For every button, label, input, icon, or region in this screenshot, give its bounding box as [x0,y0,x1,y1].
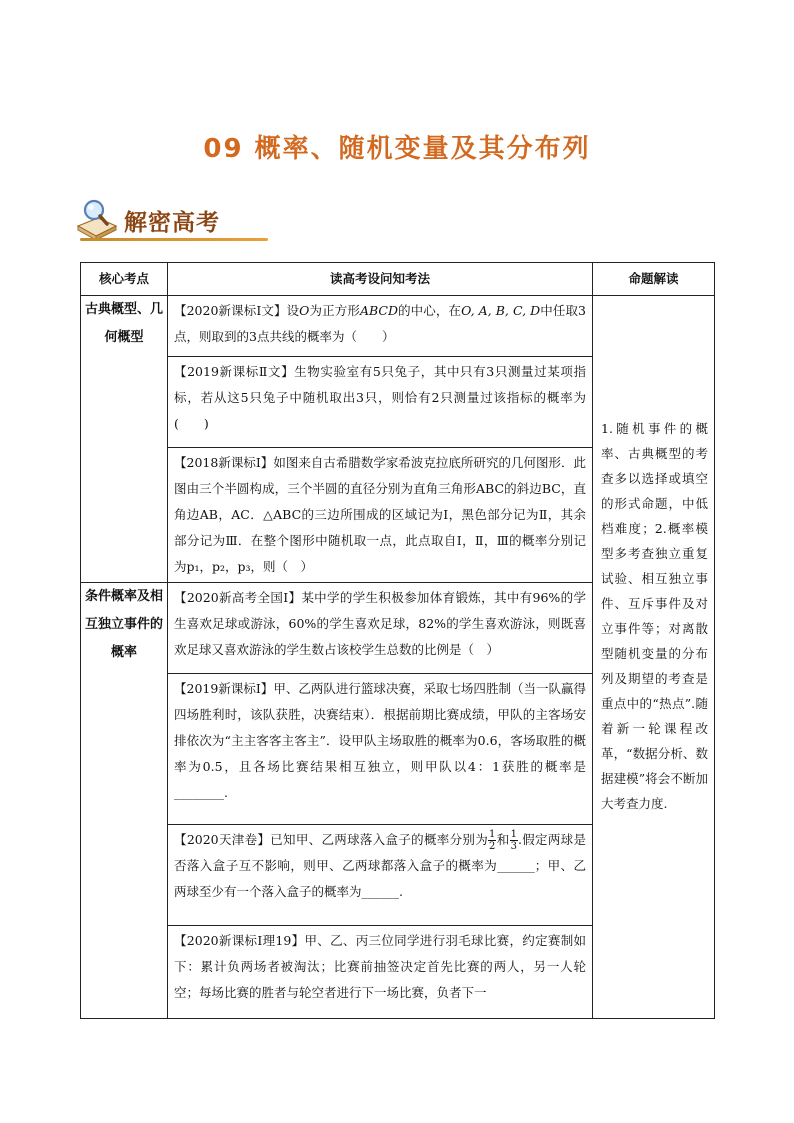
question-2020-4: 【2020新高考全国Ⅰ】某中学的学生积极参加体育锻炼，其中有96%的学生喜欢足球或游泳，60%的学生喜欢足球，82%的学生喜欢游泳，则既喜欢足球又喜欢游泳的学生数占该校学生总数的比例是（ ） [168,583,593,674]
table-row [81,296,715,357]
banner-title: 解密高考 [124,210,220,236]
question-2018-3: 【2018新课标Ⅰ】如图来自古希腊数学家希波克拉底所研究的几何图形．此图由三个半圆构成，三个半圆的直径分别为直角三角形ABC的斜边BC，直角边AB，AC．△ABC的三边所围成的区域记为Ⅰ，黑色部分记为Ⅱ，其余部分记为Ⅲ．在整个图形中随机取一点，此点取自Ⅰ，Ⅱ，Ⅲ的概率分别记为p₁，p₂，p₃，则（ ） [168,448,593,583]
fraction-third: $\frac{1}{3}$ [510,829,517,852]
page-title: 09 概率、随机变量及其分布列 [203,134,591,164]
question-2019-2: 【2019新课标Ⅱ文】生物实验室有5只兔子，其中只有3只测量过某项指标，若从这5只兔子中随机取出3只，则恰有2只测量过该指标的概率为( ) [168,357,593,448]
exam-table [80,262,715,1019]
topic-conditional-independent: 条件概率及相互独立事件的概率 [81,583,168,1019]
question-2020-7: 【2020新课标Ⅰ理19】甲、乙、丙三位同学进行羽毛球比赛，约定赛制如下：累计负两场者被淘汰；比赛前抽签决定首先比赛的两人，另一人轮空；每场比赛的胜者与轮空者进行下一场比赛，负者下一 [168,926,593,1019]
banner-underline [80,238,268,241]
question-2020-1: 【2020新课标Ⅰ文】设O为正方形ABCD的中心，在O, A, B, C, D中任取3点，则取到的3点共线的概率为（ ） [168,296,593,357]
fraction-half: $\frac{1}{2}$ [489,829,496,852]
table-header-row [81,263,715,296]
section-banner [72,196,272,246]
header-core-topic: 核心考点 [81,263,168,296]
magnifier-book-icon [72,196,122,244]
interpretation-cell: 1.随机事件的概率、古典概型的考查多以选择或填空的形式命题，中低档难度；2.概率模型多考查独立重复试验、相互独立事件、互斥事件及对立事件等；对离散型随机变量的分布列及期望的考查是重点中的“热点”.随着新一轮课程改革，“数据分析、数据建模”将会不断加大考查力度. [593,296,715,1019]
header-questions: 读高考设问知考法 [168,263,593,296]
topic-classical-geometric: 古典概型、几何概型 [81,296,168,583]
question-2020-6: 【2020天津卷】已知甲、乙两球落入盒子的概率分别为 $\frac{1}{2}$ 和 $\frac{1}{3}$ .假定两球是否落入盒子互不影响，则甲、乙两球都落入盒子的概率为______；甲、乙两球至少有一个落入盒子的概率为______. [168,825,593,926]
header-interpretation: 命题解读 [593,263,715,296]
question-2019-5: 【2019新课标Ⅰ】甲、乙两队进行篮球决赛，采取七场四胜制（当一队赢得四场胜利时，该队获胜，决赛结束）．根据前期比赛成绩，甲队的主客场安排依次为“主主客客主客主”．设甲队主场取胜的概率为0.6，客场取胜的概率为0.5，且各场比赛结果相互独立，则甲队以4：1获胜的概率是________. [168,674,593,825]
